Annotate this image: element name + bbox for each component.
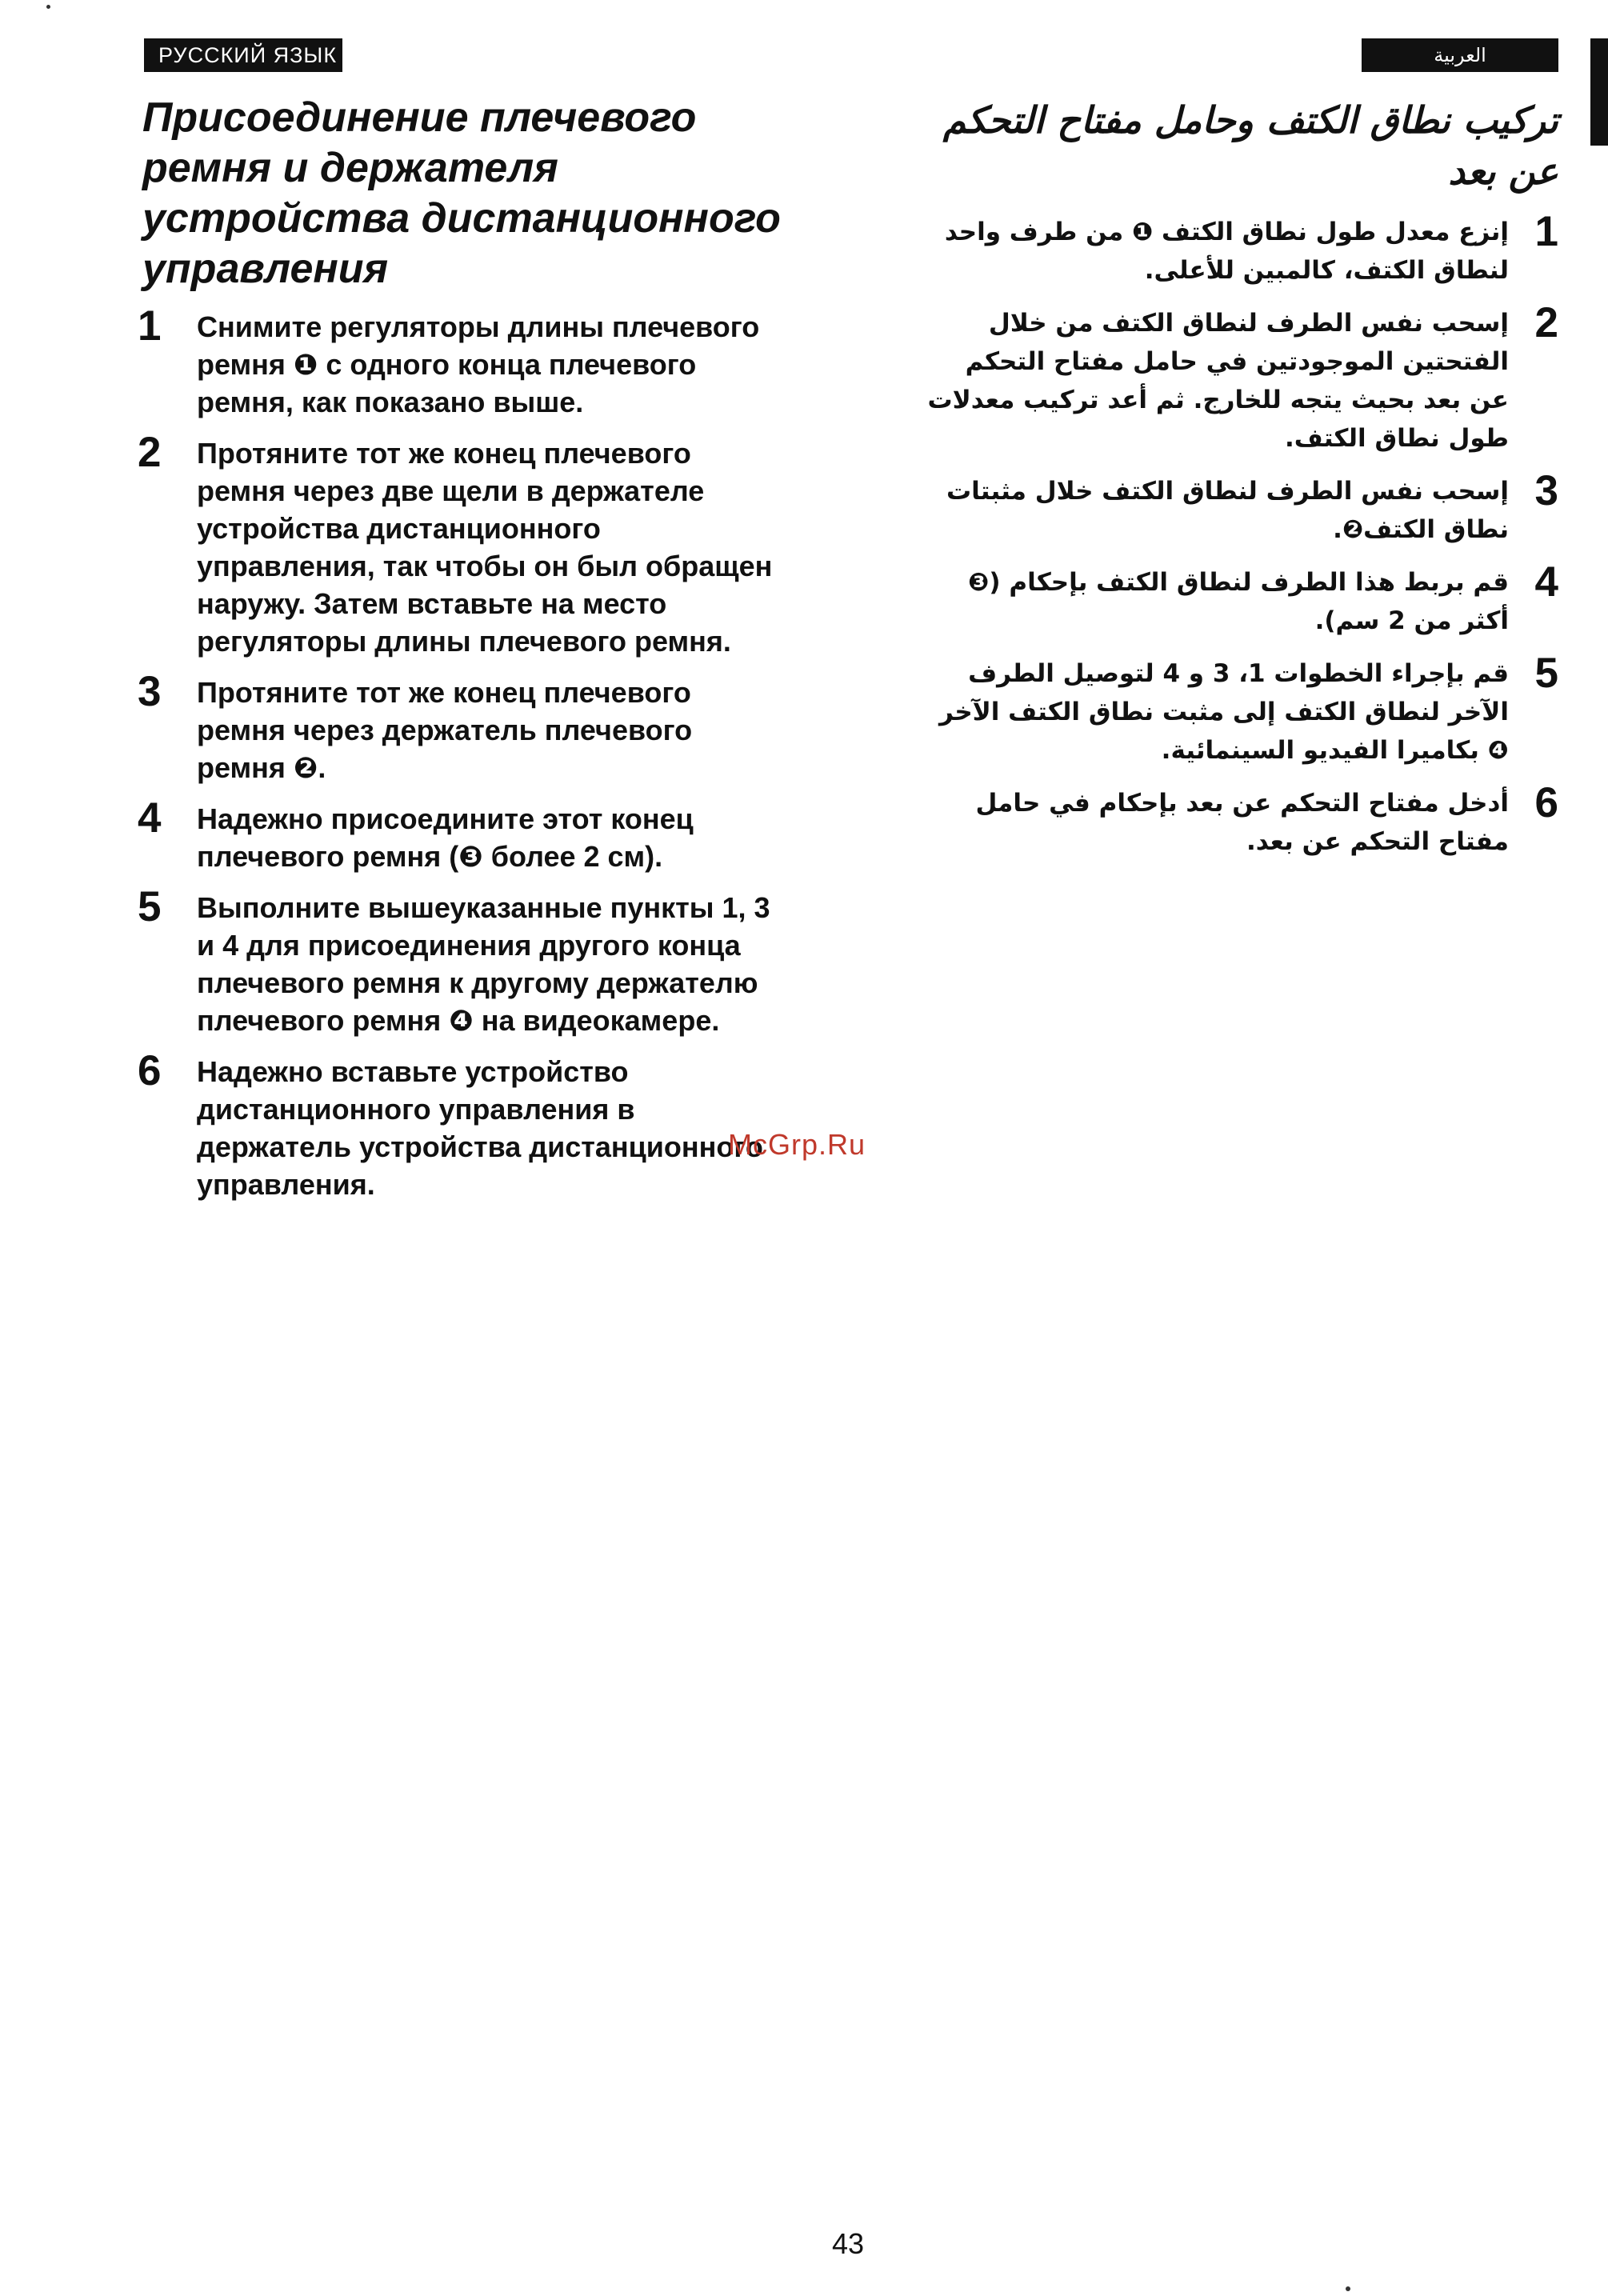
- russian-step: [138, 668, 778, 786]
- arabic-step: [920, 650, 1558, 770]
- russian-language-tab: РУССКИЙ ЯЗЫК: [144, 38, 342, 72]
- step-text: قم بربط هذا الطرف لنطاق الكتف بإحكام (❸ أكثر من 2 سم).: [968, 568, 1509, 635]
- step-text: قم بإجراء الخطوات 1، 3 و 4 لتوصيل الطرف الآخر لنطاق الكتف إلى مثبت نطاق الكتف الآخر ❹ بكاميرا الفيديو السينمائية.: [939, 659, 1509, 765]
- step-text: Выполните вышеуказанные пункты 1, 3 и 4 для присоединения другого конца плечевого ремня к другому держателю плечевого ремня ❹ на видеокамере.: [197, 891, 770, 1037]
- step-text: إسحب نفس الطرف لنطاق الكتف من خلال الفتحتين الموجودتين في حامل مفتاح التحكم عن بعد بحيث يتجه للخارج. ثم أعد تركيب معدلات طول نطاق الكتف.: [927, 309, 1509, 453]
- step-number: 1: [138, 302, 162, 350]
- russian-steps-list: [138, 302, 778, 1217]
- arabic-language-tab: العربية: [1362, 38, 1558, 72]
- arabic-step: [920, 299, 1558, 458]
- russian-step: [138, 794, 778, 875]
- page-number: 43: [832, 2227, 865, 2260]
- step-number: 3: [1534, 467, 1558, 514]
- russian-step: [138, 1047, 778, 1203]
- watermark-link[interactable]: McGrp.Ru: [728, 1128, 866, 1161]
- arabic-step: [920, 208, 1558, 290]
- step-text: إنزع معدل طول نطاق الكتف ❶ من طرف واحد لنطاق الكتف، كالمبين للأعلى.: [944, 218, 1509, 285]
- step-number: 4: [138, 794, 162, 842]
- step-number: 2: [138, 429, 162, 476]
- step-number: 3: [138, 668, 162, 715]
- arabic-step: [920, 558, 1558, 640]
- step-text: إسحب نفس الطرف لنطاق الكتف خلال مثبتات نطاق الكتف❷.: [946, 477, 1509, 544]
- step-text: Протяните тот же конец плечевого ремня через две щели в держателе устройства дистанционного управления, так чтобы он был обращен наружу. Затем вставьте на место регуляторы длины плечевого ремня.: [197, 437, 773, 658]
- arabic-step: [920, 779, 1558, 861]
- step-text: Снимите регуляторы длины плечевого ремня ❶ с одного конца плечевого ремня, как показано выше.: [197, 310, 760, 418]
- arabic-section-title: تركيب نطاق الكتف وحامل مفتاح التحكم عن بعد: [942, 98, 1558, 193]
- step-text: أدخل مفتاح التحكم عن بعد بإحكام في حامل مفتاح التحكم عن بعد.: [975, 789, 1509, 856]
- step-text: Надежно вставьте устройство дистанционного управления в держатель устройства дистанционного управления.: [197, 1055, 763, 1201]
- russian-step: [138, 302, 778, 421]
- step-number: 6: [138, 1047, 162, 1094]
- scan-speck: [46, 5, 50, 9]
- step-number: 6: [1534, 779, 1558, 826]
- russian-step: [138, 429, 778, 660]
- page-edge-marker: [1590, 38, 1608, 146]
- step-number: 1: [1534, 208, 1558, 255]
- step-number: 4: [1534, 558, 1558, 606]
- russian-step: [138, 883, 778, 1039]
- russian-section-title: Присоединение плечевого ремня и держателя устройства дистанционного управления: [142, 94, 781, 292]
- arabic-step: [920, 467, 1558, 549]
- step-number: 5: [1534, 650, 1558, 697]
- step-text: Протяните тот же конец плечевого ремня через держатель плечевого ремня ❷.: [197, 676, 693, 784]
- arabic-steps-list: [920, 208, 1558, 875]
- step-text: Надежно присоедините этот конец плечевого ремня (❸ более 2 см).: [197, 802, 694, 873]
- scan-speck: [1346, 2286, 1350, 2291]
- step-number: 2: [1534, 299, 1558, 346]
- step-number: 5: [138, 883, 162, 930]
